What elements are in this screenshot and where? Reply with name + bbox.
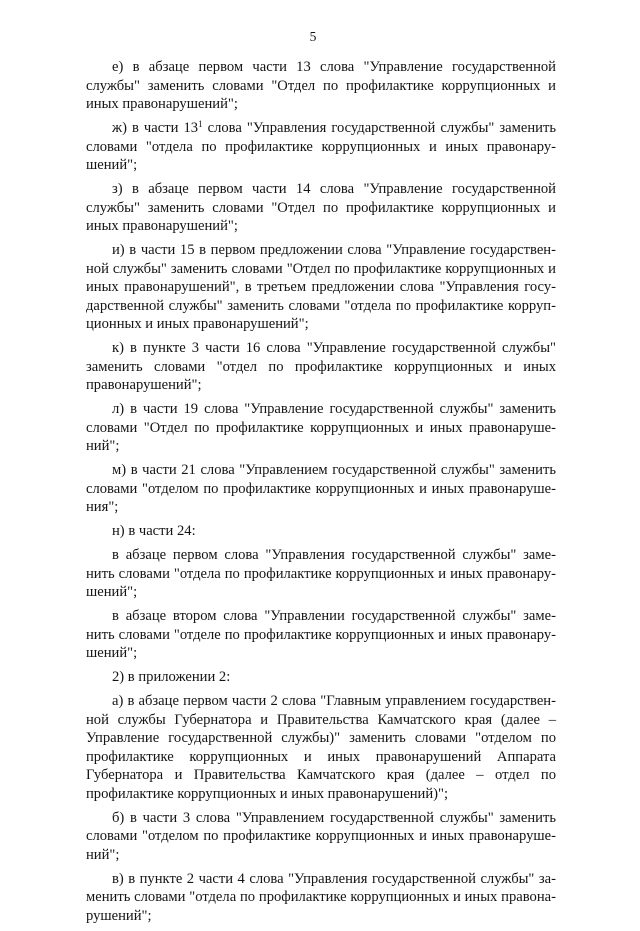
- paragraph-amendment-l: л) в части 19 слова "Управление государственной службы" заменить словами "Отдел по профилактике коррупционных и иных правонарушений";: [86, 401, 556, 454]
- page-number: 5: [309, 29, 317, 44]
- paragraph-amendment-m: м) в части 21 слова "Управлением государственной службы" заменить словами "отделом по профилактике коррупционных и иных правонарушения";: [86, 462, 556, 515]
- paragraph-appendix-b: б) в части 3 слова "Управлением государственной службы" заменить словами "отделом по профилактике коррупционных и иных правонарушений";: [86, 809, 556, 863]
- paragraph-sub-second: в абзаце втором слова "Управлении государственной службы" заменить словами "отделе по профилактике коррупционных и иных правонарушений";: [86, 608, 556, 661]
- paragraph-amendment-n: н) в части 24:: [112, 523, 196, 539]
- paragraph-appendix-a: а) в абзаце первом части 2 слова "Главным управлением государственной службы Губернатора и Правительства Камчатского края (далее – Управление государственной службы)" заменить словами "отделом по профилактике коррупционных и иных правонарушений Аппарата Губернатора и Правительства Камчатского края (далее – отдел по профилактике коррупционных и иных правонарушений)";: [86, 693, 556, 802]
- paragraph-appendix-2: 2) в приложении 2:: [112, 669, 231, 685]
- paragraph-amendment-e: е) в абзаце первом части 13 слова "Управление государственной службы" заменить словами "Отдел по профилактике коррупционных и иных правонарушений";: [86, 59, 556, 112]
- document-body: [86, 58, 556, 931]
- paragraph-text: слова "Управления государственной службы" заменить словами "отдела по профилактике коррупционных и иных правонарушений";: [86, 120, 556, 173]
- paragraph-amendment-k: к) в пункте 3 части 16 слова "Управление государственной службы" заменить словами "отдел по профилактике коррупционных и иных правонарушений";: [86, 340, 556, 393]
- paragraph-amendment-i: и) в части 15 в первом предложении слова "Управление государственной службы" заменить словами "Отдел по профилактике коррупционных и иных правонарушений", в третьем предложении слова "Управления государственной службы" заменить словами "отдела по профилактике коррупционных и иных правонарушений";: [86, 242, 556, 332]
- paragraph-appendix-v: в) в пункте 2 части 4 слова "Управления государственной службы" заменить словами "отдела по профилактике коррупционных и иных правонарушений";: [86, 870, 556, 924]
- paragraph-amendment-z: з) в абзаце первом части 14 слова "Управление государственной службы" заменить словами "Отдел по профилактике коррупционных и иных правонарушений";: [86, 181, 556, 234]
- paragraph-sub-first: в абзаце первом слова "Управления государственной службы" заменить словами "отдела по профилактике коррупционных и иных правонарушений";: [86, 547, 556, 600]
- superscript-index: 1: [198, 119, 203, 129]
- paragraph-text: ж) в части 13: [112, 120, 199, 136]
- paragraph-amendment-zh: [86, 119, 556, 175]
